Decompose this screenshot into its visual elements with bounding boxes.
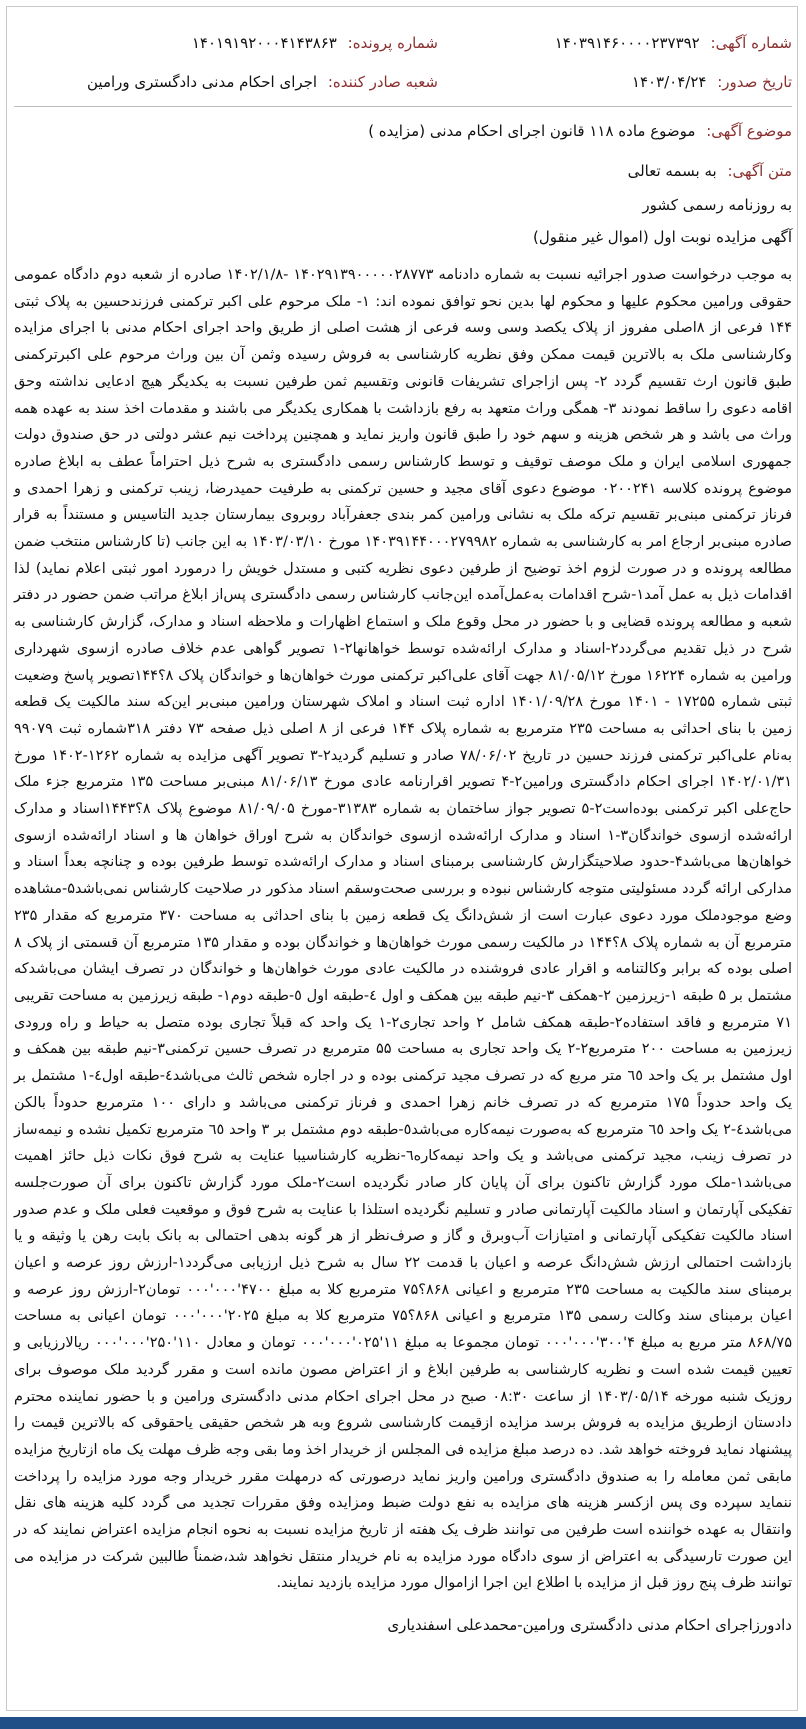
issue-date-label: تاریخ صدور:: [717, 73, 792, 91]
ad-text-heading: [628, 162, 792, 180]
ad-body-text: به موجب درخواست صدور اجرائیه نسبت به شماره دادنامه ۱۴۰۲۹۱۳۹۰۰۰۰۰۲۸۷۷۳ -۱۴۰۲/۱/۸ صادره از شعبه دوم دادگاه عمومی حقوقی ورامین محکوم علیها و محکوم لها بدین نحو توافق نموده اند: ۱- ملک مرحوم علی اکبر ترکمنی فرزندحسین به پلاک ثبتی ۱۴۴ فرعی از ۸اصلی مفروز از پلاک یکصد وسی وسه فرعی از هشت اصلی از طریق واحد اجرای احکام مدنی با اجرای مزایده وکارشناسی ملک به بالاترین قیمت ممکن وفق نظریه کارشناسی به فروش رسیده وثمن آن بین وراث مرحوم علی اکبرترکمنی طبق قانون ارث تقسیم گردد ۲- پس ازاجرای تشریفات قانونی وتقسیم ثمن طرفین نسبت به یکدیگر هیچ ادعایی نداشته وحق اقامه دعوی را ساقط نمودند ۳- همگی وراث متعهد به رفع بازداشت با همکاری یکدیگر می باشند و مقدمات اخذ سند به عهده همه وراث می باشد و هر شخص هزینه و سهم خود را طبق قانون واریز نماید و همچنین پرداخت نیم عشر دولتی در حق صندوق دولت جمهوری اسلامی ایران و ملک موصف توقیف و توسط کارشناس رسمی دادگستری به شرح ذیل احتراماً عطف به ابلاغ صادره موضوع پرونده کلاسه ۰۲۰۰۲۴۱ موضوع دعوی آقای مجید و حسین ترکمنی به طرفیت حمیدرضا، زینب ترکمنی و زهرا احمدی و فرناز ترکمنی مبنی‌بر تقسیم ترکه ملک به نشانی ورامین کمر بندی جعفرآباد روبروی بیمارستان جدید التاسیس و مستنداً به قرار صادره مبنی‌بر ارجاع امر به کارشناسی به شماره ۱۴۰۳۹۱۴۴۰۰۰۲۷۹۹۸۲ مورخ ۱۴۰۳/۰۳/۱۰ به این جانب (تا کارشناس منتخب ضمن مطالعه پرونده و در صورت لزوم اخذ توضیح از طرفین دعوی نظریه کتبی و مستدل خویش را درمورد امور ثبتی اعلام نماید) لذا اقدامات ذیل به عمل آمد۱-شرح اقدامات به‌عمل‌آمده این‌جانب کارشناس رسمی دادگستری پس‌از ابلاغ مراتب ضمن حضور در دفتر شعبه و مطالعه پرونده قضایی و با حضور در محل وقوع ملک و استماع اظهارات و ملاحظه اسناد و مدارک، گزارش کارشناسی به شرح در ذیل تقدیم می‌گردد۲-اسناد و مدارک ارائه‌شده توسط خواهانها۲-۱ تصویر گواهی عدم خلاف صادره ازسوی شهرداری ورامین به شماره ۱۶۲۲۴ مورخ ۸۱/۰۵/۱۲ جهت آقای علی‌اکبر ترکمنی مورث خواهان‌ها و خواندگان پلاک ۸؟۱۴۴تصویر پاسخ وضعیت ثبتی شماره ۱۷۲۵۵ - ۱۴۰۱ مورخ ۱۴۰۱/۰۹/۲۸ اداره ثبت اسناد و املاک شهرستان ورامین مبنی‌بر این‌که سند مالکیت یک قطعه زمین با بنای احداثی به مساحت ۲۳۵ مترمربع به شماره پلاک ۱۴۴ فرعی از ۸ اصلی ذیل صفحه ۷۳ دفتر ۳۱۸شماره ثبت ۹۹۰۷۹ به‌نام علی‌اکبر ترکمنی فرزند حسین در تاریخ ۷۸/۰۶/۰۲ صادر و تسلیم گردید۲-۳ تصویر آگهی مزایده به شماره ۱۲۶۲-۱۴۰۲ مورخ ۱۴۰۲/۰۱/۳۱ اجرای احکام دادگستری ورامین۲-۴ تصویر اقرارنامه عادی مورخ ۸۱/۰۶/۱۳ مبنی‌بر مساحت ۱۳۵ مترمربع جزء ملک حاج‌علی اکبر ترکمنی بوده‌است۲-۵ تصویر جواز ساختمان به شماره ۳۱۳۸۳-مورخ ۸۱/۰۹/۰۵ موضوع پلاک ۸؟۱۴۴۳اسناد و مدارک ارائه‌شده ازسوی خواندگان۳-۱ اسناد و مدارک ارائه‌شده ازسوی خواندگان به شرح اوراق خواهان ها و اسناد ارائه‌شده ازسوی خواهان‌ها می‌باشد۴-حدود صلاحیتگزارش کارشناسی برمبنای اسناد و مدارک ارائه‌شده توسط طرفین بوده و چنانچه بعداً اسناد و مدارکی ارائه گردد مسئولیتی متوجه کارشناس نبوده و بررسی صحت‌وسقم اسناد مذکور در صلاحیت کارشناس نمی‌باشد۵-مشاهده وضع موجودملک مورد دعوی عبارت است از شش‌دانگ یک قطعه زمین با بنای احداثی به مساحت ۳۷۰ مترمربع که مقدار ۲۳۵ مترمربع آن به شماره پلاک ۸؟۱۴۴ در مالکیت رسمی مورث خواهان‌ها و خواندگان بوده و مقدار ۱۳۵ مترمربع آن قسمتی از پلاک ۸ اصلی بوده که برابر وکالتنامه و اقرار عادی فروشنده در مالکیت عادی مورث خواهان‌ها و خواندگان در تصرف ایشان می‌باشدکه مشتمل بر ۵ طبقه ۱-زیرزمین ۲-همکف ۳-نیم طبقه بین همکف و اول ٤-طبقه اول ٥-طبقه دوم۱- طبقه زیرزمین به مساحت تقریبی ۷۱ مترمربع و فاقد استفاده۲-طبقه همکف شامل ۲ واحد تجاری۲-۱ یک واحد که قبلاً تجاری بوده متصل به حیاط و راه ورودی زیرزمین به مساحت ۲۰۰ مترمربع۲-۲ یک واحد تجاری به مساحت ۵۵ مترمربع در تصرف حسین ترکمنی۳-نیم طبقه بین همکف و اول مشتمل بر یک واحد ٦٥ متر مربع که در تصرف مجید ترکمنی بوده و در اجاره شخص ثالث می‌باشد٤-طبقه اول٤-۱ مشتمل بر یک واحد حدوداً ۱۷۵ مترمربع که در تصرف خانم زهرا احمدی و فرناز ترکمنی می‌باشد و دارای ۱۰۰ مترمربع حدوداً بالکن می‌باشد٤-۲ یک واحد ٦٥ مترمربع که به‌صورت نیمه‌کاره می‌باشد٥-طبقه دوم مشتمل بر ۳ واحد ٦٥ مترمربع تکمیل نشده و نیمه‌ساز در تصرف زینب، مجید ترکمنی می‌باشد و یک واحد نیمه‌کاره٦-نظریه کارشناسیبا عنایت به شرح فوق نکات ذیل حائز اهمیت می‌باشد۱-ملک مورد گزارش تاکنون برای آن پایان کار صادر نگردیده است۲-ملک مورد گزارش تاکنون برای آن صورت‌جلسه تفکیکی آپارتمان و اسناد مالکیت آپارتمانی صادر و تسلیم نگردیده استلذا با عنایت به شرح فوق و موقعیت فعلی ملک و عدم صدور اسناد مالکیت تفکیکی آپارتمانی و امتیازات آب‌وبرق و گاز و صرف‌نظر از هر گونه بدهی احتمالی به بانک بابت رهن یا وثیقه و یا بازداشت احتمالی ارزش شش‌دانگ عرصه و اعیان با قدمت ۲۲ سال به شرح ذیل ارزیابی می‌گردد۱-ارزش روز عرصه و اعیان برمبنای سند مالکیت به مساحت ۲۳۵ مترمربع و اعیانی ۸۶۸؟۷۵ مترمربع کلا به مبلغ ۴۷۰۰'۰۰۰'۰۰۰ تومان۲-ارزش روز عرصه و اعیان برمبنای سند وکالت رسمی ۱۳۵ مترمربع و اعیانی ۸۶۸؟۷۵ مترمربع کلا به مبلغ ۲۰۲۵'۰۰۰'۰۰۰ تومان اعیانی به مساحت ۸۶۸/۷۵ متر مربع به مبلغ ۴'۳۰۰'۰۰۰'۰۰۰ تومان مجموعا به مبلغ ۱۱'۰۲۵'۰۰۰'۰۰۰ تومان و معادل ۱۱۰'۲۵۰'۰۰۰'۰۰۰ ریالارزیابی و تعیین قیمت شده است و نظریه کارشناسی به طرفین ابلاغ و از اعتراض مصون مانده است و مقرر گردید ملک موصوف برای روزیک شنبه مورخه ۱۴۰۳/۰۵/۱۴ از ساعت ۰۸:۳۰ صبح در محل اجرای احکام مدنی دادگستری ورامین و با حضور نماینده محترم دادستان ازطریق مزایده به فروش برسد مزایده ازقیمت کارشناسی شروع وبه هر شخص حقیقی یاحقوقی که بالاترین قیمت را پیشنهاد نماید فروخته خواهد شد. ده درصد مبلغ مزایده فی المجلس از خریدار اخذ وما بقی وجه ظرف مهلت یک ماه ازتاریخ مزایده مابقی ثمن معامله را به صندوق دادگستری ورامین واریز نماید درصورتی که درمهلت مقرر خریدار وجه مورد مزایده را پرداخت ننماید سپرده وی پس ازکسر هزینه های مزایده به نفع دولت ضبط ومزایده وفق مقررات تجدید می گردد کلیه هزینه های نقل وانتقال به عهده خواننده است طرفین می توانند ظرف یک هفته از تاریخ مزایده نسبت به نحوه انجام مزایده اعتراض نمایند که در این صورت تارسیدگی به اعتراض از سوی دادگاه مورد مزایده به نام خریدار منتقل نخواهد شد،ضمناً طالبین شرکت در مزایده می توانند ظرف پنج روز قبل از مزایده با اطلاع این اجرا ازاموال مورد مزایده بازدید نمایند.: [14, 267, 793, 1592]
issuing-branch: [87, 73, 438, 91]
issue-date: [632, 73, 792, 91]
journal-line: به روزنامه رسمی کشور: [642, 196, 792, 214]
header-divider: [14, 106, 792, 107]
ad-number-label: شماره آگهی:: [710, 34, 792, 52]
ad-number-value: ۱۴۰۳۹۱۴۶۰۰۰۰۲۳۷۳۹۲: [554, 34, 700, 52]
ad-subject: [368, 122, 792, 140]
issue-date-value: ۱۴۰۳/۰۴/۲۴: [631, 73, 707, 91]
case-number-label: شماره پرونده:: [347, 34, 438, 52]
ad-greeting: به بسمه تعالی: [627, 162, 717, 180]
issuing-branch-label: شعبه صادر کننده:: [327, 73, 438, 91]
ad-subject-label: موضوع آگهی:: [706, 122, 792, 140]
case-number-value: ۱۴۰۱۹۱۹۲۰۰۰۴۱۴۳۸۶۳: [191, 34, 337, 52]
ad-subject-value: موضوع ماده ۱۱۸ قانون اجرای احکام مدنی (مزایده ): [368, 122, 696, 140]
issuing-branch-value: اجرای احکام مدنی دادگستری ورامین: [87, 73, 318, 91]
signature: دادورزاجرای احکام مدنی دادگستری ورامین-محمدعلی اسفندیاری: [387, 1616, 792, 1634]
case-number: [192, 34, 438, 52]
bottom-bar: [0, 1717, 806, 1729]
ad-text-label: متن آگهی:: [727, 162, 792, 180]
ad-number: [555, 34, 792, 52]
auction-title: آگهی مزایده نوبت اول (اموال غیر منقول): [532, 228, 792, 246]
